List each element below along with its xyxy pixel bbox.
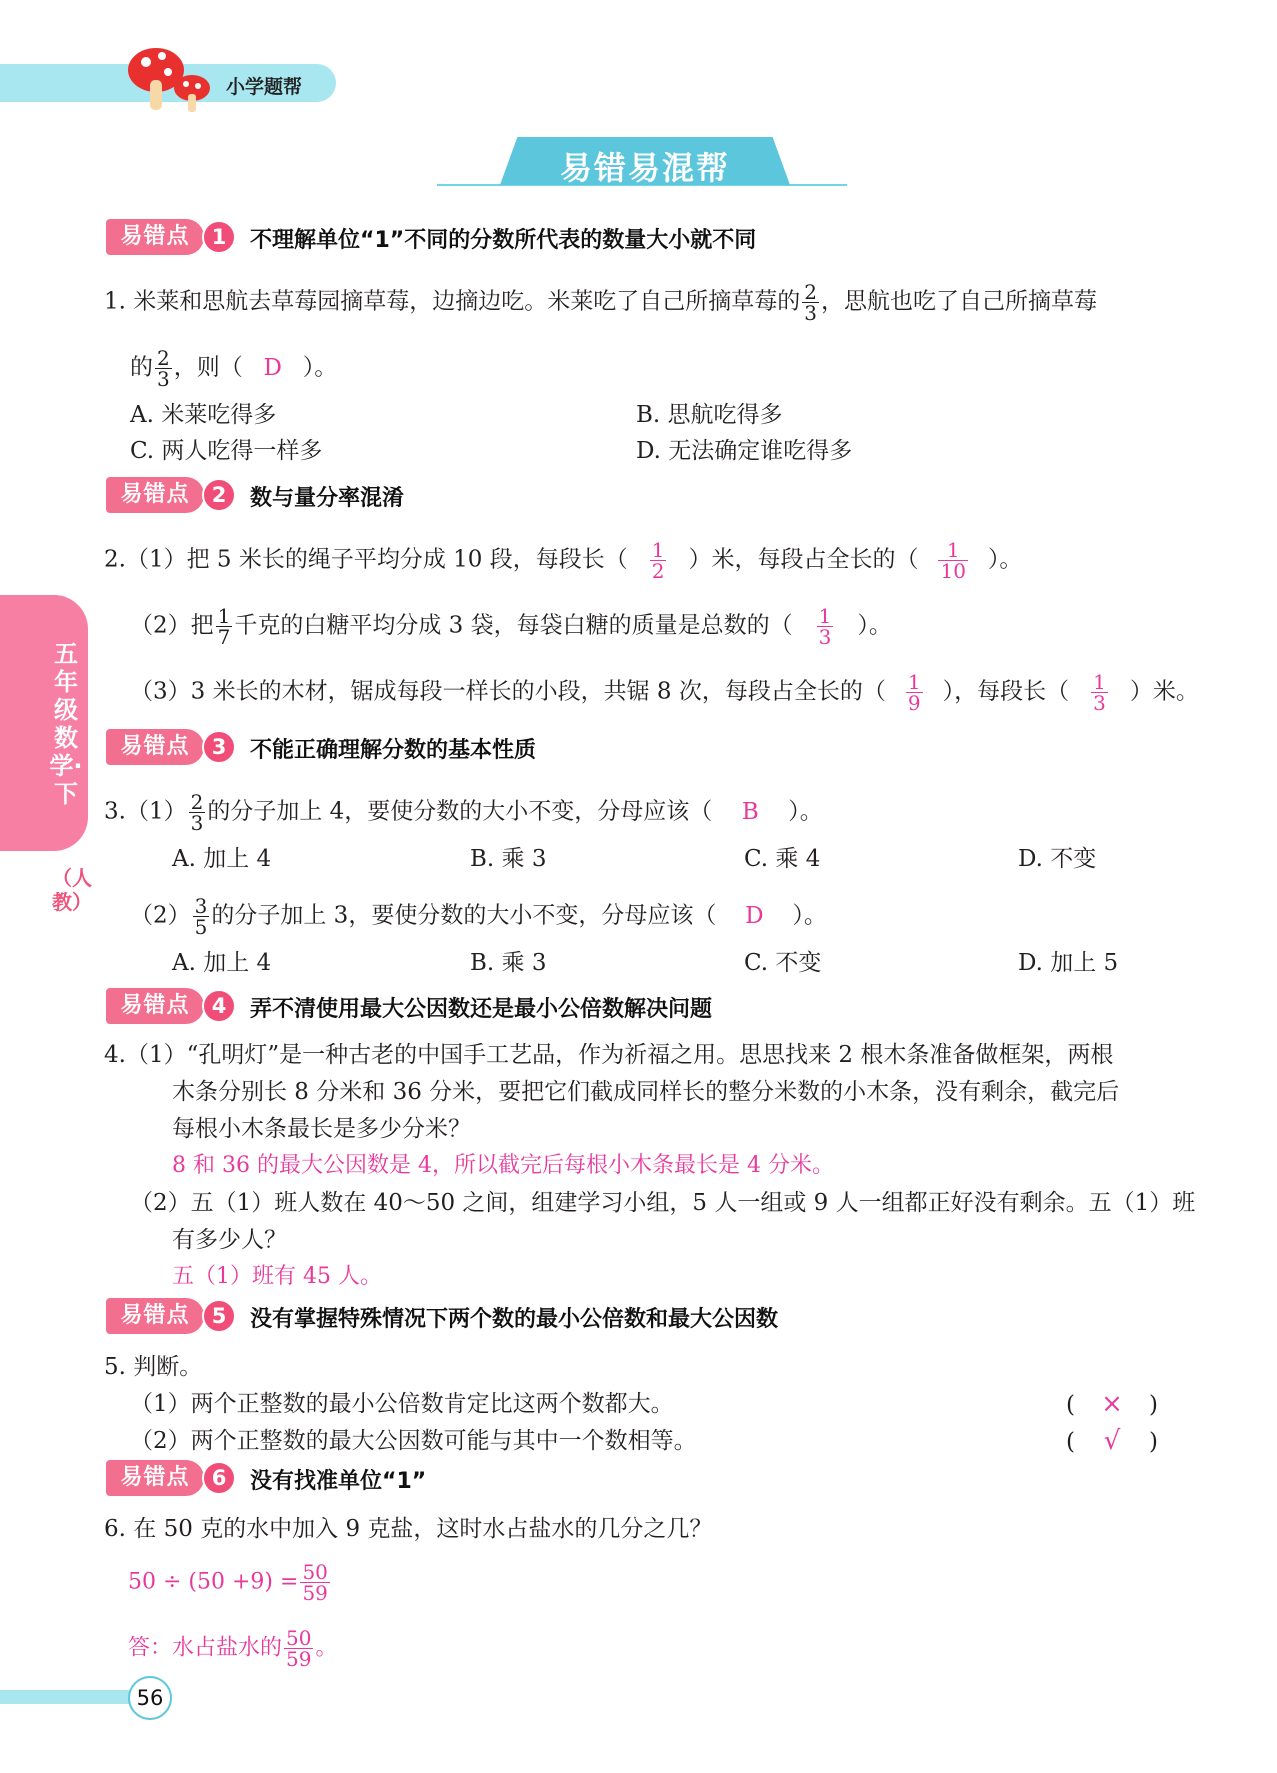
fraction: $\frac{3}{5}$ — [194, 894, 208, 939]
q4-line1: 4.（1）“孔明灯”是一种古老的中国手工艺品，作为祈福之用。思思找来 2 根木条准备做框架，两根 — [104, 1042, 1114, 1068]
q2-p2-text-a: （2）把 — [130, 612, 214, 639]
q6-calculation — [128, 1562, 332, 1603]
q1-text-e: ）。 — [302, 354, 338, 381]
q1-text-d: ，则（ — [173, 354, 243, 381]
q3-p2-text-b: 的分子加上 3，要使分数的大小不变，分母应该（ — [211, 902, 717, 929]
q6-answer-end: 。 — [315, 1635, 338, 1661]
fraction: $\frac{2}{3}$ — [157, 346, 170, 391]
answer-fraction: $\frac{1}{3}$ — [1093, 670, 1106, 715]
page-title: 易错易混帮 — [559, 149, 730, 187]
q5-judge1: ( × ) — [1066, 1389, 1158, 1419]
tag-label: 易错点 — [106, 477, 204, 513]
q5-statement2: （2）两个正整数的最大公因数可能与其中一个数相等。 — [130, 1428, 697, 1454]
edition-label: （人教） — [52, 866, 92, 914]
q5-judge2: ( √ ) — [1066, 1426, 1158, 1456]
fraction: $\frac{2}{3}$ — [190, 790, 204, 835]
q6-answer-text: 答：水占盐水的 — [128, 1635, 283, 1661]
tag-number: 6 — [202, 1461, 236, 1495]
q4-line2: 木条分别长 8 分米和 36 分米，要把它们截成同样长的整分米数的小木条，没有剩余，截完后 — [172, 1079, 1120, 1105]
answer-fraction: $\frac{1}{2}$ — [651, 538, 665, 583]
q6-answer — [128, 1628, 337, 1669]
q3-p1-text-b: 的分子加上 4，要使分数的大小不变，分母应该（ — [207, 798, 713, 825]
q2-p3-text-c: ）米。 — [1129, 678, 1199, 705]
q3-p1-option-c: C. 乘 4 — [744, 846, 821, 872]
tag-label: 易错点 — [106, 1298, 204, 1334]
tag-label: 易错点 — [106, 729, 204, 765]
q4-answer2: 五（1）班有 45 人。 — [172, 1264, 382, 1289]
tag-number: 3 — [202, 730, 236, 764]
q3-p1-answer: B — [741, 798, 759, 825]
tag-number: 1 — [202, 220, 236, 254]
q4-line5: 有多少人？ — [172, 1227, 287, 1253]
q1-answer: D — [263, 354, 282, 381]
q3-p2-answer: D — [745, 902, 764, 929]
answer-fraction: $\frac{50}{59}$ — [302, 1560, 328, 1605]
q2-p1-text-b: ）米，每段占全长的（ — [688, 546, 919, 573]
q2-p1-text-c: ）。 — [987, 546, 1023, 573]
q3-p1-text-a: 3.（1） — [104, 798, 187, 825]
page-number: 56 — [128, 1676, 172, 1720]
q3-p2-option-d: D. 加上 5 — [1018, 950, 1119, 976]
q3-p2-option-b: B. 乘 3 — [470, 950, 547, 976]
tag-label: 易错点 — [106, 219, 204, 255]
answer-fraction: $\frac{1}{3}$ — [818, 604, 832, 649]
q2-part3 — [130, 672, 1199, 713]
q3-p2-text-a: （2） — [130, 902, 191, 929]
tag-label: 易错点 — [106, 1460, 204, 1496]
tag-number: 4 — [202, 989, 236, 1023]
q3-p1-option-d: D. 不变 — [1018, 846, 1097, 872]
q2-part1 — [104, 540, 1022, 581]
fraction: $\frac{2}{3}$ — [804, 280, 817, 325]
q1-line1 — [104, 282, 1097, 323]
q4-line3: 每根小木条最长是多少分米？ — [172, 1116, 471, 1142]
tag-title: 没有掌握特殊情况下两个数的最小公倍数和最大公因数 — [250, 1307, 779, 1332]
tag-title: 不能正确理解分数的基本性质 — [250, 738, 537, 763]
q6-calc-text: 50 ÷ (50 +9) = — [128, 1569, 299, 1595]
answer-fraction: $\frac{1}{10}$ — [940, 538, 966, 583]
q3-p2-text-c: ）。 — [792, 902, 827, 929]
tag-title: 弄不清使用最大公因数还是最小公倍数解决问题 — [250, 997, 713, 1022]
q5-title: 5. 判断。 — [104, 1354, 203, 1380]
tag-number: 5 — [202, 1299, 236, 1333]
q4-answer1: 8 和 36 的最大公因数是 4，所以截完后每根小木条最长是 4 分米。 — [172, 1153, 834, 1178]
tag-title: 不理解单位“1”不同的分数所代表的数量大小就不同 — [250, 228, 757, 253]
q3-part2 — [130, 896, 827, 937]
q2-p2-text-c: ）。 — [857, 612, 892, 639]
q6-question: 6. 在 50 克的水中加入 9 克盐，这时水占盐水的几分之几？ — [104, 1516, 713, 1542]
fraction: $\frac{1}{7}$ — [217, 604, 231, 649]
tag-title: 没有找准单位“1” — [250, 1469, 427, 1494]
brand-name: 小学题帮 — [226, 76, 303, 98]
grade-label: 五年级数学·下 — [49, 640, 83, 808]
answer-fraction: $\frac{1}{9}$ — [907, 670, 921, 715]
q3-p2-option-a: A. 加上 4 — [172, 950, 272, 976]
q1-option-c: C. 两人吃得一样多 — [130, 438, 323, 464]
tag-label: 易错点 — [106, 988, 204, 1024]
q4-line4: （2）五（1）班人数在 40～50 之间，组建学习小组，5 人一组或 9 人一组都正好没有剩余。五（1）班 — [130, 1190, 1196, 1216]
tag-number: 2 — [202, 478, 236, 512]
q2-part2 — [130, 606, 892, 647]
q3-p1-option-b: B. 乘 3 — [470, 846, 547, 872]
q2-p3-text-a: （3）3 米长的木材，锯成每段一样长的小段，共锯 8 次，每段占全长的（ — [130, 678, 886, 705]
q5-answer1: × — [1101, 1389, 1123, 1419]
q3-p2-option-c: C. 不变 — [744, 950, 822, 976]
q1-text-c: 的 — [130, 354, 153, 381]
answer-fraction: $\frac{50}{59}$ — [286, 1626, 312, 1671]
q1-option-a: A. 米莱吃得多 — [130, 402, 277, 428]
tag-title: 数与量分率混淆 — [250, 486, 405, 511]
q2-p3-text-b: ），每段长（ — [942, 678, 1070, 705]
q1-text-b: ，思航也吃了自己所摘草莓 — [821, 288, 1097, 315]
q1-option-b: B. 思航吃得多 — [636, 402, 783, 428]
q5-statement1: （1）两个正整数的最小公倍数肯定比这两个数都大。 — [130, 1391, 674, 1417]
q2-p2-text-b: 千克的白糖平均分成 3 袋，每袋白糖的质量是总数的（ — [234, 612, 793, 639]
mushroom-logo-icon — [126, 44, 216, 116]
q3-p1-text-c: ）。 — [788, 798, 823, 825]
q5-answer2: √ — [1103, 1426, 1121, 1456]
q1-line2 — [130, 348, 337, 389]
footer-bar — [0, 1690, 140, 1704]
q1-text-a: 1. 米莱和思航去草莓园摘草莓，边摘边吃。米莱吃了自己所摘草莓的 — [104, 288, 801, 315]
q3-p1-option-a: A. 加上 4 — [172, 846, 272, 872]
q1-option-d: D. 无法确定谁吃得多 — [636, 438, 853, 464]
q2-p1-text-a: 2.（1）把 5 米长的绳子平均分成 10 段，每段长（ — [104, 546, 628, 573]
q3-part1 — [104, 792, 823, 833]
